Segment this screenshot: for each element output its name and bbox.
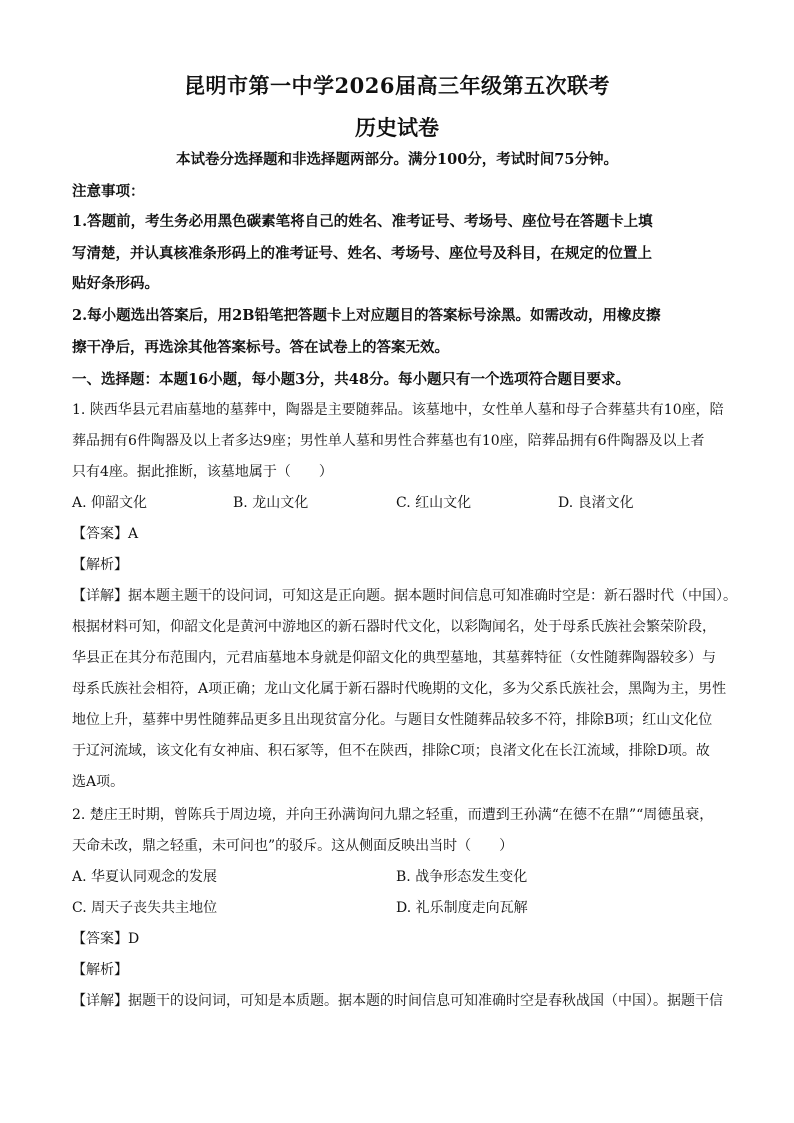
q2-analysis-label: 【解析】	[72, 962, 128, 978]
q1-detail-line-4: 母系氏族社会相符，A项正确；龙山文化属于新石器时代晚期的文化，多为父系氏族社会，黑陶为主，男性	[72, 681, 727, 697]
q1-option-d: D. 良渚文化	[558, 495, 634, 511]
q1-analysis-label: 【解析】	[72, 557, 128, 573]
exam-info: 本试卷分选择题和非选择题两部分。满分100分，考试时间75分钟。	[176, 151, 618, 168]
q1-answer: 【答案】A	[72, 526, 139, 542]
q1-stem-line-1: 1. 陕西华县元君庙墓地的墓葬中，陶器是主要随葬品。该墓地中，女性单人墓和母子合葬墓共有10座，陪	[72, 402, 724, 418]
notice-item-2-line-2: 擦干净后，再选涂其他答案标号。答在试卷上的答案无效。	[72, 339, 449, 356]
q2-stem-line-2: 天命未改，鼎之轻重，未可问也”的驳斥。这从侧面反映出当时（ ）	[72, 838, 514, 854]
q2-answer: 【答案】D	[72, 931, 140, 947]
q1-stem-line-3: 只有4座。据此推断，该墓地属于（ ）	[72, 464, 333, 480]
notice-item-1-line-2: 写清楚，并认真核准条形码上的准考证号、姓名、考场号、座位号及科目，在规定的位置上	[72, 245, 652, 262]
q2-detail-line-1: 【详解】据题干的设问词，可知是本质题。据本题的时间信息可知准确时空是春秋战国（中国）。据题干信	[72, 993, 723, 1009]
q1-option-c: C. 红山文化	[396, 495, 472, 511]
q1-detail-line-3: 华县正在其分布范围内，元君庙墓地本身就是仰韶文化的典型墓地，其墓葬特征（女性随葬陶器较多）与	[72, 650, 716, 666]
notice-item-1-line-3: 贴好条形码。	[72, 275, 159, 292]
q1-option-a: A. 仰韶文化	[72, 495, 148, 511]
q2-option-d: D. 礼乐制度走向瓦解	[396, 900, 528, 916]
q2-option-a: A. 华夏认同观念的发展	[72, 869, 218, 885]
q1-stem-line-2: 葬品拥有6件陶器及以上者多达9座；男性单人墓和男性合葬墓也有10座，陪葬品拥有6件陶器及以上者	[72, 433, 705, 449]
q2-option-b: B. 战争形态发生变化	[396, 869, 528, 885]
q1-detail-line-1: 【详解】据本题主题干的设问词，可知这是正向题。据本题时间信息可知准确时空是：新石器时代（中国）。	[72, 588, 737, 604]
exam-title: 昆明市第一中学2026届高三年级第五次联考	[184, 73, 610, 98]
notice-item-2-line-1: 2.每小题选出答案后，用2B铅笔把答题卡上对应题目的答案标号涂黑。如需改动，用橡皮擦	[72, 307, 661, 324]
subject-title: 历史试卷	[355, 115, 439, 140]
q1-option-b: B. 龙山文化	[233, 495, 309, 511]
notice-item-1-line-1: 1.答题前，考生务必用黑色碳素笔将自己的姓名、准考证号、考场号、座位号在答题卡上填	[72, 213, 653, 230]
q1-detail-line-5: 地位上升，墓葬中男性随葬品更多且出现贫富分化。与题目女性随葬品较多不符，排除B项；红山文化位	[72, 712, 713, 728]
section-heading: 一、选择题：本题16小题，每小题3分，共48分。每小题只有一个选项符合题目要求。	[72, 371, 630, 388]
q1-detail-line-7: 选A项。	[72, 774, 125, 790]
notice-heading: 注意事项：	[72, 183, 145, 200]
q1-detail-line-2: 根据材料可知，仰韶文化是黄河中游地区的新石器时代文化，以彩陶闻名，处于母系氏族社会繁荣阶段，	[72, 619, 716, 635]
q1-detail-line-6: 于辽河流域，该文化有女神庙、积石冢等，但不在陕西，排除C项；良渚文化在长江流域，排除D项。故	[72, 743, 710, 759]
q2-option-c: C. 周天子丧失共主地位	[72, 900, 218, 916]
q2-stem-line-1: 2. 楚庄王时期，曾陈兵于周边境，并向王孙满询问九鼎之轻重，而遭到王孙满“在德不在鼎”“周德虽衰，	[72, 807, 714, 823]
